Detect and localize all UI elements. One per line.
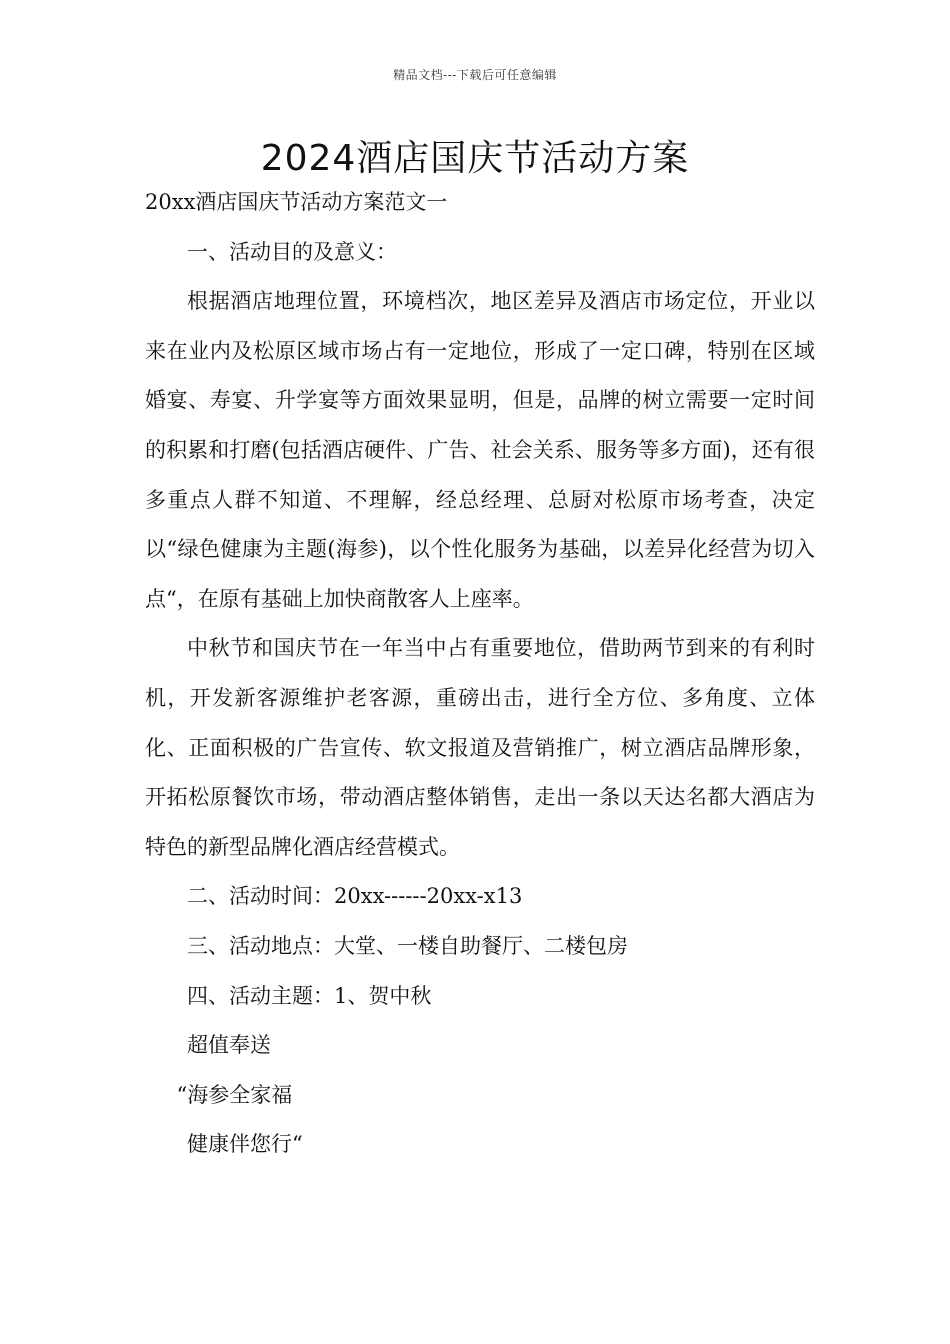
section-theme: 四、活动主题：1、贺中秋 <box>187 983 432 1008</box>
document-body <box>145 178 815 1170</box>
section-heading-purpose: 一、活动目的及意义： <box>187 239 397 264</box>
document-subtitle: 20xx酒店国庆节活动方案范文一 <box>145 190 448 214</box>
offer-line: 超值奉送 <box>187 1033 271 1058</box>
page-title: 2024酒店国庆节活动方案 <box>260 138 690 179</box>
section-location: 三、活动地点：大堂、一楼自助餐厅、二楼包房 <box>187 933 628 958</box>
paragraph-background: 根据酒店地理位置，环境档次，地区差异及酒店市场定位，开业以来在业内及松原区域市场占有一定地位，形成了一定口碑，特别在区域婚宴、寿宴、升学宴等方面效果显明，但是，品牌的树立需要一定时间的积累和打磨(包括酒店硬件、广告、社会关系、服务等多方面)，还有很多重点人群不知道、不理解，经总经理、总厨对松原市场考查，决定以“绿色健康为主题(海参)，以个性化服务为基础，以差异化经营为切入点“，在原有基础上加快商散客人上座率。 <box>145 289 815 611</box>
slogan-line-2: 健康伴您行“ <box>187 1132 303 1157</box>
slogan-line-1: “海参全家福 <box>176 1082 293 1107</box>
header-note: 精品文档---下载后可任意编辑 <box>393 68 557 82</box>
section-time: 二、活动时间：20xx------20xx-x13 <box>187 884 523 909</box>
paragraph-opportunity: 中秋节和国庆节在一年当中占有重要地位，借助两节到来的有利时机，开发新客源维护老客源，重磅出击，进行全方位、多角度、立体化、正面积极的广告宣传、软文报道及营销推广，树立酒店品牌形象，开拓松原餐饮市场，带动酒店整体销售，走出一条以天达名都大酒店为特色的新型品牌化酒店经营模式。 <box>145 636 815 859</box>
